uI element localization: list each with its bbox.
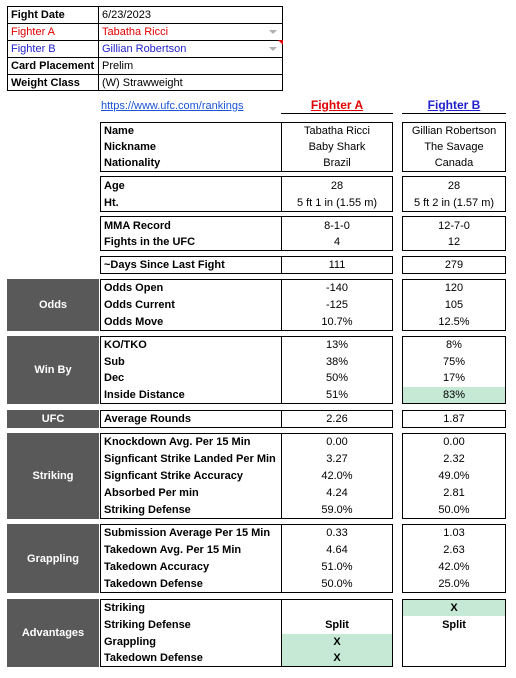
- odds-current-b: 105: [444, 299, 464, 311]
- takedown-avg-a: 4.64: [326, 544, 348, 556]
- sig-strike-landed-label: Signficant Strike Landed Per Min: [104, 453, 276, 465]
- age-a: 28: [330, 180, 344, 192]
- fighter-a-select[interactable]: Tabatha Ricci: [102, 26, 169, 38]
- height-a: 5 ft 1 in (1.55 m): [296, 197, 378, 209]
- odds-open-b: 120: [444, 282, 464, 294]
- ko-tko-b: 8%: [446, 339, 462, 351]
- striking-defense-b: 50.0%: [438, 504, 470, 516]
- adv-takedown-defense-a: X: [333, 652, 341, 664]
- adv-grappling-b: [403, 634, 505, 650]
- card-placement-value[interactable]: Prelim: [102, 60, 134, 72]
- odds-move-b: 12.5%: [438, 316, 470, 328]
- fight-date-label: Fight Date: [11, 9, 65, 21]
- takedown-accuracy-b: 42.0%: [438, 561, 470, 573]
- name-b: Gillian Robertson: [411, 125, 497, 137]
- odds-move-a: 10.7%: [321, 316, 353, 328]
- striking-defense-label: Striking Defense: [104, 504, 191, 516]
- adv-striking-defense-a: Split: [325, 619, 349, 631]
- adv-striking-a: [282, 600, 392, 616]
- days-since-label: ~Days Since Last Fight: [104, 259, 225, 271]
- weight-class-value[interactable]: (W) Strawweight: [102, 77, 183, 89]
- odds-open-a: -140: [325, 282, 349, 294]
- days-since-b: 279: [444, 259, 464, 271]
- fight-date-value[interactable]: 6/23/2023: [102, 9, 151, 21]
- adv-grappling-label: Grappling: [104, 636, 156, 648]
- days-since-a: 111: [328, 259, 346, 271]
- sub-b: 75%: [442, 356, 466, 368]
- chevron-down-icon[interactable]: [269, 30, 277, 34]
- nationality-a: Brazil: [323, 157, 351, 169]
- submission-avg-b: 1.03: [443, 527, 465, 539]
- adv-striking-defense-b: Split: [442, 619, 466, 631]
- average-rounds-a: 2.26: [326, 413, 348, 425]
- height-label: Ht.: [104, 197, 119, 209]
- rankings-link[interactable]: https://www.ufc.com/rankings: [101, 100, 244, 112]
- absorbed-per-min-a: 4.24: [326, 487, 348, 499]
- record-a: 8-1-0: [324, 220, 350, 232]
- dec-b: 17%: [442, 372, 466, 384]
- takedown-defense-a: 50.0%: [321, 578, 353, 590]
- ufc-fights-a: 4: [333, 236, 341, 248]
- sig-strike-accuracy-b: 49.0%: [438, 470, 470, 482]
- absorbed-per-min-b: 2.81: [443, 487, 465, 499]
- knockdown-avg-a: 0.00: [326, 436, 348, 448]
- name-label: Name: [104, 125, 134, 137]
- fighter-a-label: Fighter A: [11, 26, 56, 38]
- odds-current-a: -125: [325, 299, 349, 311]
- sub-label: Sub: [104, 356, 125, 368]
- name-a: Tabatha Ricci: [303, 125, 371, 137]
- nationality-label: Nationality: [104, 157, 161, 169]
- adv-striking-label: Striking: [104, 602, 145, 614]
- fighter-b-heading: Fighter B: [402, 96, 506, 114]
- fighter-a-heading: Fighter A: [281, 96, 393, 114]
- inside-distance-a: 51%: [325, 389, 349, 401]
- nickname-label: Nickname: [104, 141, 156, 153]
- section-grappling: Grappling: [7, 524, 99, 593]
- average-rounds-label: Average Rounds: [104, 413, 192, 425]
- nationality-b: Canada: [434, 157, 474, 169]
- knockdown-avg-label: Knockdown Avg. Per 15 Min: [104, 436, 251, 448]
- nickname-b: The Savage: [424, 141, 484, 153]
- age-label: Age: [104, 180, 125, 192]
- adv-takedown-defense-label: Takedown Defense: [104, 652, 203, 664]
- takedown-avg-b: 2.63: [443, 544, 465, 556]
- knockdown-avg-b: 0.00: [443, 436, 465, 448]
- sig-strike-accuracy-a: 42.0%: [321, 470, 353, 482]
- comment-indicator-icon: [278, 40, 283, 45]
- section-win-by: Win By: [7, 336, 99, 404]
- fighter-b-select[interactable]: Gillian Robertson: [102, 43, 187, 55]
- adv-striking-defense-label: Striking Defense: [104, 619, 191, 631]
- takedown-avg-label: Takedown Avg. Per 15 Min: [104, 544, 242, 556]
- ko-tko-label: KO/TKO: [104, 339, 147, 351]
- takedown-defense-label: Takedown Defense: [104, 578, 203, 590]
- chevron-down-icon[interactable]: [269, 47, 277, 51]
- sig-strike-landed-b: 2.32: [443, 453, 465, 465]
- striking-defense-a: 59.0%: [321, 504, 353, 516]
- odds-open-label: Odds Open: [104, 282, 164, 294]
- ko-tko-a: 13%: [325, 339, 349, 351]
- sig-strike-accuracy-label: Signficant Strike Accuracy: [104, 470, 243, 482]
- ufc-fights-b: 12: [447, 236, 461, 248]
- nickname-a: Baby Shark: [308, 141, 366, 153]
- takedown-accuracy-a: 51.0%: [321, 561, 353, 573]
- sub-a: 38%: [325, 356, 349, 368]
- adv-grappling-a: X: [333, 636, 341, 648]
- height-b: 5 ft 2 in (1.57 m): [413, 197, 495, 209]
- odds-move-label: Odds Move: [104, 316, 164, 328]
- weight-class-label: Weight Class: [11, 77, 80, 89]
- odds-current-label: Odds Current: [104, 299, 175, 311]
- sig-strike-landed-a: 3.27: [326, 453, 348, 465]
- section-advantages: Advantages: [7, 599, 99, 667]
- section-ufc: UFC: [7, 410, 99, 428]
- absorbed-per-min-label: Absorbed Per min: [104, 487, 199, 499]
- adv-striking-b: X: [450, 602, 458, 614]
- fighter-b-label: Fighter B: [11, 43, 56, 55]
- takedown-defense-b: 25.0%: [438, 578, 470, 590]
- section-striking: Striking: [7, 433, 99, 519]
- inside-distance-b: 83%: [442, 389, 466, 401]
- adv-takedown-defense-b: [403, 650, 505, 666]
- dec-label: Dec: [104, 372, 125, 384]
- inside-distance-label: Inside Distance: [104, 389, 185, 401]
- section-odds: Odds: [7, 279, 99, 331]
- submission-avg-a: 0.33: [326, 527, 348, 539]
- dec-a: 50%: [325, 372, 349, 384]
- average-rounds-b: 1.87: [443, 413, 465, 425]
- card-placement-label: Card Placement: [11, 60, 95, 72]
- takedown-accuracy-label: Takedown Accuracy: [104, 561, 210, 573]
- record-b: 12-7-0: [438, 220, 470, 232]
- age-b: 28: [447, 180, 461, 192]
- ufc-fights-label: Fights in the UFC: [104, 236, 196, 248]
- submission-avg-label: Submission Average Per 15 Min: [104, 527, 271, 539]
- record-label: MMA Record: [104, 220, 171, 232]
